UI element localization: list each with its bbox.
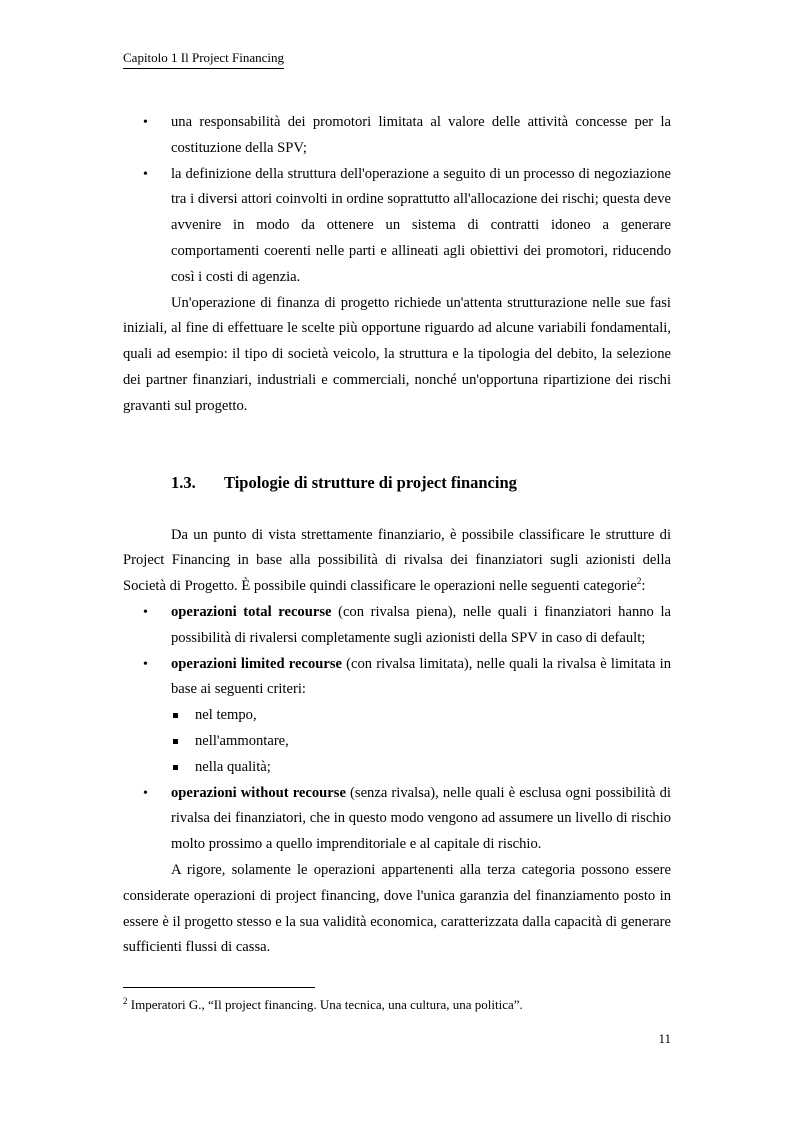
bullet-list-top bbox=[123, 110, 671, 291]
paragraph-conclusion: A rigore, solamente le operazioni appartenenti alla terza categoria possono essere considerate operazioni di project financing, dove l'unica garanzia del finanziamento posto in essere è il progetto stesso e la sua validità economica, caratterizzata dalla capacità di generare sufficienti flussi di cassa. bbox=[123, 861, 671, 956]
category-list bbox=[123, 600, 671, 858]
footnote-text: Imperatori G., “Il project financing. Una tecnica, una cultura, una politica”. bbox=[127, 997, 523, 1012]
paragraph-intro: Un'operazione di finanza di progetto richiede un'attenta strutturazione nelle sue fasi iniziali, al fine di effettuare le scelte più opportune riguardo ad alcune variabili fondamentali, quali ad esempio: il tipo di società veicolo, la struttura e la tipologia del debito, la selezione dei partner finanziari, industriali e commerciali, nonché un'opportuna ripartizione dei rischi gravanti sul progetto. bbox=[123, 294, 671, 414]
footnote-reference[interactable]: 2 bbox=[636, 576, 642, 587]
category-name: operazioni total recourse bbox=[171, 603, 332, 620]
list-item-text: la definizione della struttura dell'operazione a seguito di un processo di negoziazione tra i diversi attori coinvolti in ordine soprattutto all'allocazione dei rischi; questa deve avvenire in modo da ottenere un sistema di contratti idoneo a generare comportamenti coerenti nelle parti e allineati agli obiettivi dei promotori, riducendo così i costi di agenzia. bbox=[171, 165, 671, 285]
list-item bbox=[171, 729, 671, 755]
square-bullet-icon bbox=[173, 713, 178, 718]
list-item bbox=[123, 781, 671, 858]
category-description: (con rivalsa limitata), nelle quali la rivalsa è limitata in base ai seguenti criteri: bbox=[171, 655, 671, 698]
list-item bbox=[123, 600, 671, 652]
category-description: (senza rivalsa), nelle quali è esclusa ogni possibilità di rivalsa dei finanziatori, che in questo modo vengono ad assumere un livello di rischio molto prossimo a quello imprenditoriale e al capitale di rischio. bbox=[171, 784, 671, 853]
category-name: operazioni without recourse bbox=[171, 784, 346, 801]
footnote bbox=[123, 993, 523, 1013]
bullet-icon: • bbox=[143, 785, 148, 801]
paragraph-classification bbox=[123, 523, 671, 600]
paragraph-classification-text: Da un punto di vista strettamente finanziario, è possibile classificare le strutture di Project Financing in base alla possibilità di rivalsa dei finanziatori sugli azionisti della Società di Progetto. È possibile quindi classificare le operazioni nelle seguenti categorie bbox=[123, 526, 671, 595]
list-item-text: una responsabilità dei promotori limitata al valore delle attività concesse per la costituzione della SPV; bbox=[171, 114, 671, 156]
bullet-icon: • bbox=[143, 604, 148, 620]
list-item bbox=[171, 703, 671, 729]
bullet-icon: • bbox=[143, 656, 148, 672]
section-title: Tipologie di strutture di project financing bbox=[224, 472, 517, 492]
section-number: 1.3. bbox=[171, 472, 196, 492]
running-header bbox=[123, 50, 284, 69]
footnote-number: 2 bbox=[123, 996, 128, 1006]
criteria-text: nell'ammontare, bbox=[195, 732, 289, 749]
paragraph-classification-end: : bbox=[641, 578, 646, 595]
square-bullet-icon bbox=[173, 739, 178, 744]
list-item bbox=[171, 755, 671, 781]
criteria-text: nel tempo, bbox=[195, 707, 257, 724]
page-number: 11 bbox=[658, 1031, 671, 1046]
footnote-divider bbox=[123, 987, 315, 988]
page-body bbox=[123, 110, 671, 961]
bullet-icon: • bbox=[143, 115, 148, 130]
running-title: Capitolo 1 Il Project Financing bbox=[123, 50, 285, 65]
list-item bbox=[123, 652, 671, 781]
list-item bbox=[123, 162, 671, 291]
criteria-text: nella qualità; bbox=[195, 758, 271, 775]
section-heading bbox=[123, 470, 671, 496]
category-description: (con rivalsa piena), nelle quali i finanziatori hanno la possibilità di rivalersi completamente sugli azionisti della SPV in caso di default; bbox=[171, 603, 671, 646]
bullet-icon: • bbox=[143, 166, 148, 182]
criteria-list bbox=[171, 703, 671, 780]
list-item bbox=[123, 110, 671, 162]
square-bullet-icon bbox=[173, 765, 178, 770]
category-name: operazioni limited recourse bbox=[171, 655, 342, 672]
